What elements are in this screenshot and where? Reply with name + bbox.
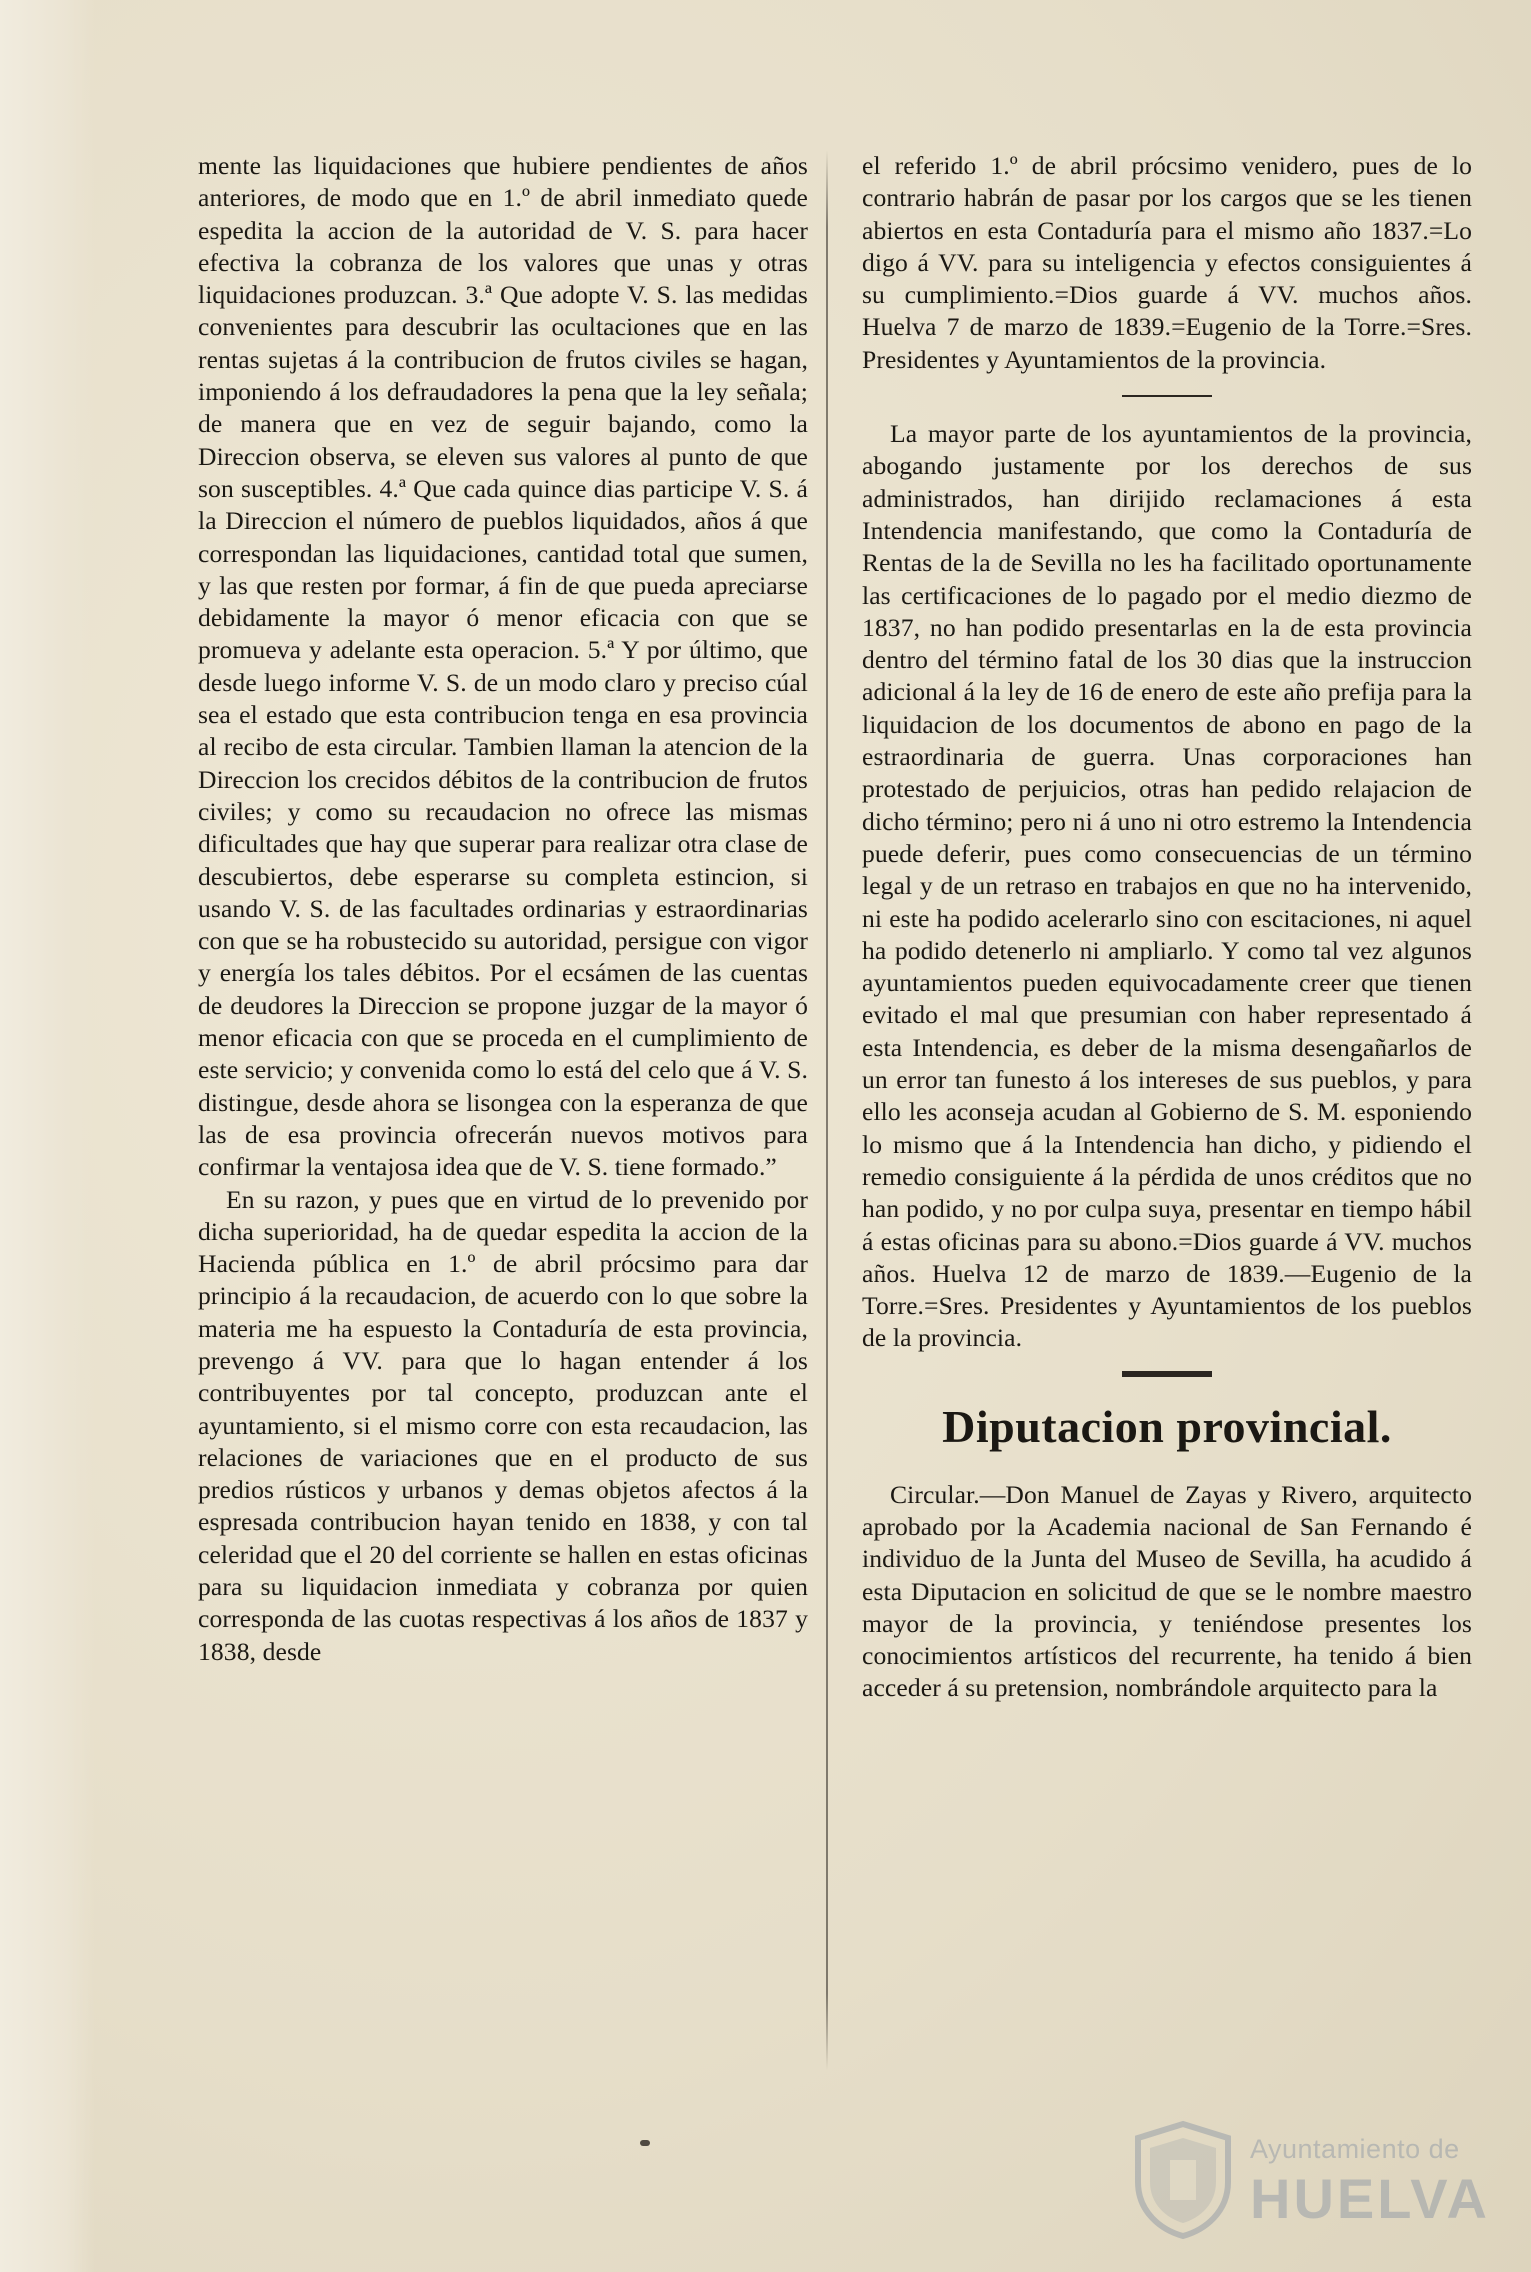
section-heading: Diputacion provincial. bbox=[942, 1400, 1392, 1452]
right-column bbox=[862, 150, 1472, 1705]
left-column bbox=[198, 150, 808, 1668]
left-paragraph-2: En su razon, y pues que en virtud de lo prevenido por dicha superioridad, ha de quedar espedita la accion de la Hacienda pública en 1.º de abril prócsimo para dar principio á la recaudacion, de acuerdo con lo que sobre la materia me ha espuesto la Contaduría de esta provincia, prevengo á VV. para que lo hagan entender á los contribuyentes por tal concepto, produzcan ante el ayuntamiento, si el mismo corre con esta recaudacion, las relaciones de variaciones que en el producto de sus predios rústicos y urbanos y demas objetos afectos á la espresada contribucion hayan tenido en 1838, y con tal celeridad que el 20 del corriente se hallen en estas oficinas para su liquidacion inmediata y cobranza por quien corresponda de las cuotas respectivas á los años de 1837 y 1838, desde bbox=[198, 1184, 808, 1666]
column-divider bbox=[826, 150, 828, 2070]
right-paragraph-2: La mayor parte de los ayuntamientos de la provincia, abogando justamente por los derechos de sus administrados, han dirijido reclamaciones á esta Intendencia manifestando, que como la Contaduría de Rentas de la de Sevilla no les ha facilitado oportunamente las certificaciones de lo pagado por el medio diezmo de 1837, no han podido presentarlas en la de esta provincia dentro del término fatal de los 30 dias que la instruccion adicional á la ley de 16 de enero de este año prefija para la liquidacion de los documentos de abono en pago de la estraordinaria de guerra. Unas corporaciones han protestado de perjuicios, otras han pedido relajacion de dicho término; pero ni á uno ni otro estremo la Intendencia puede deferir, pues como consecuencias de un término legal y de un retraso en trabajos en que no ha intervenido, ni este ha podido acelerarlo sino con escitaciones, ni aquel ha podido detenerlo ni ampliarlo. Y como tal vez algunos ayuntamientos pueden equivocadamente creer que tienen evitado el mal que presumian con haber representado á esta Intendencia, es deber de la misma desengañarlos de un error tan funesto á los intereses de sus pueblos, y para ello les aconseja acudan al Gobierno de S. M. esponiendo lo mismo que á la Intendencia han dicho, y pidiendo el remedio consiguiente á la pérdida de unos créditos que no han podido, y no por culpa suya, presentar en tiempo hábil á estas oficinas para su abono.=Dios guarde á VV. muchos años. Huelva 12 de marzo de 1839.—Eugenio de la Torre.=Sres. Presidentes y Ayuntamientos de los pueblos de la provincia. bbox=[862, 419, 1472, 1353]
separator-double-rule bbox=[862, 1365, 1472, 1385]
right-paragraph-1: el referido 1.º de abril prócsimo venidero, pues de lo contrario habrán de pasar por los cargos que se les tienen abiertos en esta Contaduría para el mismo año 1837.=Lo digo á VV. para su inteligencia y efectos consiguientes á su cumplimiento.=Dios guarde á VV. muchos años. Huelva 7 de marzo de 1839.=Eugenio de la Torre.=Sres. Presidentes y Ayuntamientos de la provincia. bbox=[862, 151, 1472, 374]
watermark-line-1: Ayuntamiento de bbox=[1250, 2134, 1460, 2164]
separator-rule bbox=[862, 386, 1472, 406]
left-paragraph-1: mente las liquidaciones que hubiere pendientes de años anteriores, de modo que en 1.º de abril inmediato quede espedita la accion de la autoridad de V. S. para hacer efectiva la cobranza de los valores que unas y otras liquidaciones produzcan. 3.ª Que adopte V. S. las medidas convenientes para descubrir las ocultaciones que en las rentas sujetas á la contribucion de frutos civiles se hagan, imponiendo á los defraudadores la pena que la ley señala; de manera que en vez de seguir bajando, como la Direccion observa, se eleven sus valores al punto de que son susceptibles. 4.ª Que cada quince dias participe V. S. á la Direccion el número de pueblos liquidados, años á que correspondan las liquidaciones, cantidad total que sumen, y las que resten por formar, á fin de que pueda apreciarse debidamente la mayor ó menor eficacia con que se promueva y adelante esta operacion. 5.ª Y por último, que desde luego informe V. S. de un modo claro y preciso cúal sea el estado que esta contribucion tenga en esa provincia al recibo de esta circular. Tambien llaman la atencion de la Direccion los crecidos débitos de la contribucion de frutos civiles; y como su recaudacion no ofrece las mismas dificultades que hay que superar para realizar otra clase de descubiertos, debe esperarse su completa estincion, si usando V. S. de las facultades ordinarias y estraordinarias con que se ha robustecido su autoridad, persigue con vigor y energía los tales débitos. Por el ecsámen de las cuentas de deudores la Direccion se propone juzgar de la mayor ó menor eficacia con que se proceda en el cumplimiento de este servicio; y convenida como lo está del celo que á V. S. distingue, desde ahora se lisongea con la esperanza de que las de esa provincia ofrecerán nuevos motivos para confirmar la ventajosa idea que de V. S. tiene formado.” bbox=[198, 151, 808, 1182]
coat-of-arms-icon bbox=[1130, 2120, 1236, 2240]
watermark-line-2: HUELVA bbox=[1250, 2167, 1490, 2230]
watermark bbox=[1130, 2120, 1490, 2240]
page-margin bbox=[0, 0, 95, 2272]
ink-mark bbox=[640, 2140, 650, 2146]
right-paragraph-3: Circular.—Don Manuel de Zayas y Rivero, arquitecto aprobado por la Academia nacional de San Fernando é individuo de la Junta del Museo de Sevilla, ha acudido á esta Diputacion en solicitud de que se le nombre maestro mayor de la provincia, y teniéndose presentes los conocimientos artísticos del recurrente, ha tenido á bien acceder á su pretension, nombrándole arquitecto para la bbox=[862, 1479, 1472, 1703]
